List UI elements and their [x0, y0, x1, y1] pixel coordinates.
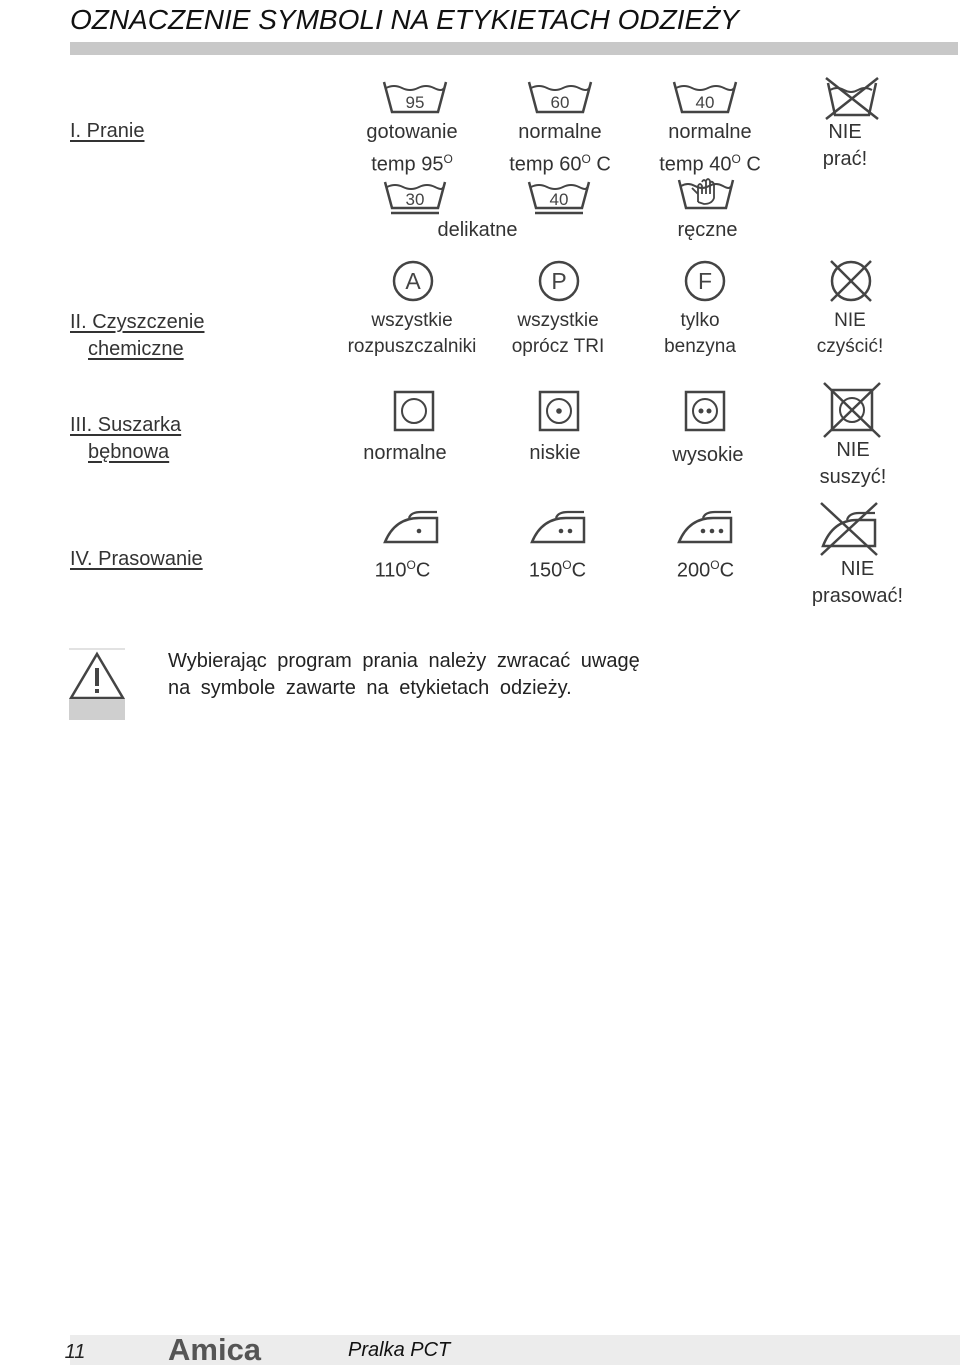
- tumble-dry-normal-icon: [393, 390, 435, 432]
- wash-95-label: gotowanie temp $95^O$: [366, 121, 458, 176]
- no-wash-label: NIE prać!: [822, 121, 868, 170]
- no-dry-clean-label: NIE czyścić!: [816, 310, 884, 357]
- iron-low-icon: [381, 508, 441, 548]
- no-wash-icon: [822, 75, 882, 121]
- iron-medium-label: $150^OC$: [528, 558, 587, 582]
- svg-text:30: 30: [405, 190, 425, 209]
- warning-icon: [69, 648, 125, 720]
- svg-text:95: 95: [405, 93, 425, 112]
- page-title: OZNACZENIE SYMBOLI NA ETYKIETACH ODZIEŻY: [70, 4, 739, 35]
- wash-40-label: normalne temp $40^O$ C: [659, 121, 761, 176]
- tumble-dry-low-label: niskie: [529, 442, 581, 464]
- no-tumble-dry-label: NIE suszyć!: [819, 439, 887, 488]
- iron-medium-icon: [528, 508, 588, 548]
- brand-logo: Amica: [168, 1332, 262, 1367]
- warning-note: [168, 648, 640, 702]
- section-dry-cleaning-heading-line1: II. Czyszczenie: [70, 311, 205, 333]
- section-ironing-heading: IV. Prasowanie: [70, 548, 203, 570]
- no-iron-label: NIE prasować!: [811, 558, 904, 607]
- no-tumble-dry-icon: [821, 380, 883, 440]
- iron-high-icon: [675, 508, 735, 548]
- warning-note-line2: na symbole zawarte na etykietach odzieży.: [168, 677, 572, 699]
- no-iron-icon: [815, 500, 883, 558]
- dry-clean-a-label: wszystkie rozpuszczalniki: [347, 310, 477, 357]
- wash-60-label: normalne temp $60^O$ C: [509, 121, 611, 176]
- svg-text:40: 40: [549, 190, 569, 209]
- tumble-dry-high-icon: [684, 390, 726, 432]
- svg-text:60: 60: [550, 93, 570, 112]
- dry-clean-a-icon: [392, 260, 434, 302]
- delicate-label: delikatne: [437, 219, 518, 241]
- product-name: Pralka PCT: [348, 1339, 451, 1361]
- tumble-dry-low-icon: [538, 390, 580, 432]
- section-dryer-heading-line1: III. Suszarka: [70, 414, 182, 436]
- wash-40-delicate-icon: [527, 180, 591, 216]
- section-washing-heading: I. Pranie: [70, 120, 145, 142]
- hand-wash-label: ręczne: [677, 219, 738, 241]
- wash-60-icon: [527, 80, 593, 116]
- dry-clean-f-label: tylko benzyna: [664, 310, 736, 357]
- svg-text:40: 40: [695, 93, 715, 112]
- svg-text:F: F: [697, 268, 713, 294]
- wash-95-icon: [382, 80, 448, 116]
- dry-clean-p-label: wszystkie oprócz TRI: [511, 310, 605, 357]
- tumble-dry-normal-label: normalne: [363, 442, 447, 464]
- page-number: 11: [64, 1341, 86, 1363]
- warning-note-line1: Wybierając program prania należy zwracać uwagę: [168, 650, 640, 672]
- section-dryer-heading-line2: bębnowa: [88, 441, 170, 463]
- wash-40-icon: [672, 80, 738, 116]
- svg-text:P: P: [551, 268, 567, 294]
- dry-clean-f-icon: [684, 260, 726, 302]
- dry-clean-p-icon: [538, 260, 580, 302]
- wash-30-delicate-icon: [383, 180, 447, 216]
- section-dry-cleaning-heading-line2: chemiczne: [88, 338, 184, 360]
- svg-text:A: A: [405, 268, 421, 294]
- iron-low-label: $110^OC$: [374, 558, 431, 582]
- iron-high-label: $200^OC$: [676, 558, 735, 582]
- title-rule: [70, 42, 958, 55]
- tumble-dry-high-label: wysokie: [672, 444, 744, 466]
- no-dry-clean-icon: [828, 258, 874, 304]
- hand-wash-icon: [676, 172, 736, 212]
